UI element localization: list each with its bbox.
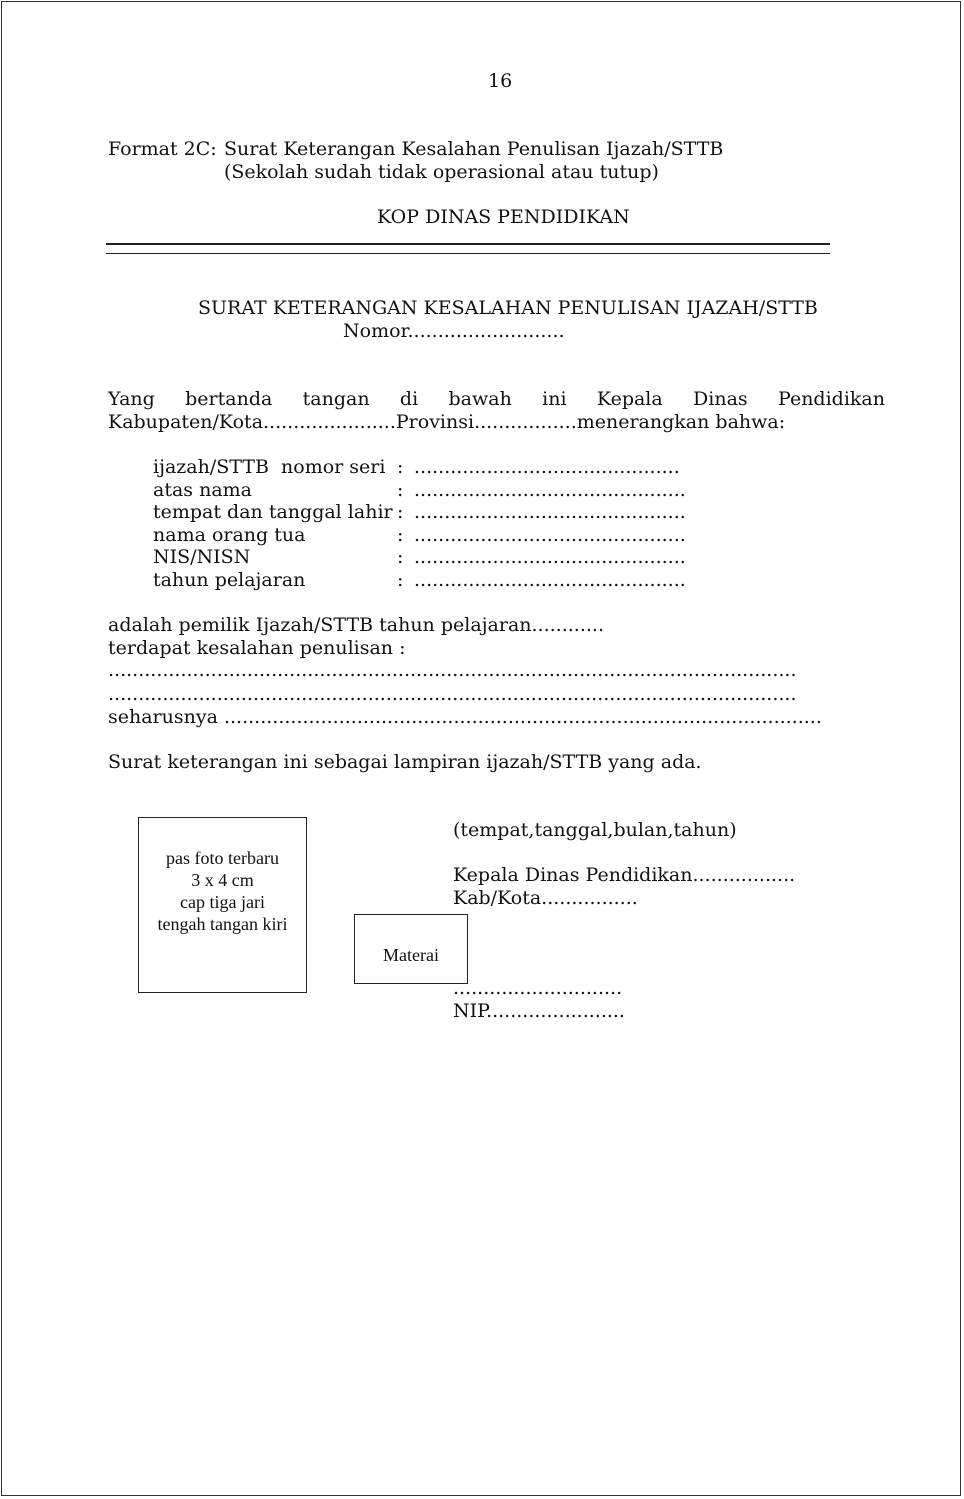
signature-name-dots: ............................ (453, 977, 623, 999)
signature-nip: NIP....................... (453, 1000, 625, 1022)
closing-statement: Surat keterangan ini sebagai lampiran ijazah/STTB yang ada. (108, 751, 702, 773)
letter-number: Nomor.......................... (343, 320, 565, 342)
field-value-tahun-pelajaran: ............................................. (414, 569, 686, 591)
field-colon-tempat-tanggal-lahir: : (397, 501, 404, 523)
kop-rule-top (106, 243, 830, 245)
field-value-nomor-seri: ............................................ (414, 456, 680, 478)
photo-box-line-3: cap tiga jari (180, 892, 265, 912)
format-label: Format 2C: (108, 138, 217, 160)
error-dots-line-1: .................................................................................................................. (108, 659, 797, 681)
signature-position: Kepala Dinas Pendidikan................. (453, 864, 796, 886)
signature-region: Kab/Kota................ (453, 887, 638, 909)
photo-box (138, 817, 307, 993)
error-label: terdapat kesalahan penulisan : (108, 637, 406, 659)
field-label-nis-nisn: NIS/NISN (153, 546, 251, 568)
field-label-tahun-pelajaran: tahun pelajaran (153, 569, 306, 591)
photo-box-line-2: 3 x 4 cm (191, 870, 254, 890)
owner-statement: adalah pemilik Ijazah/STTB tahun pelajaran............ (108, 614, 604, 636)
signature-place-date: (tempat,tanggal,bulan,tahun) (453, 819, 737, 841)
field-label-tempat-tanggal-lahir: tempat dan tanggal lahir (153, 501, 393, 523)
field-label-nomor-seri: ijazah/STTB nomor seri (153, 456, 386, 478)
intro-line-2: Kabupaten/Kota......................Provinsi.................menerangkan bahwa: (108, 411, 786, 433)
should-be-line: seharusnya ................................................................................................... (108, 706, 822, 728)
field-label-atas-nama: atas nama (153, 479, 252, 501)
field-value-atas-nama: ............................................. (414, 479, 686, 501)
letter-title: SURAT KETERANGAN KESALAHAN PENULISAN IJAZAH/STTB (198, 297, 818, 319)
field-value-nis-nisn: ............................................. (414, 546, 686, 568)
materai-box (354, 914, 468, 984)
field-colon-tahun-pelajaran: : (397, 569, 404, 591)
format-title: Surat Keterangan Kesalahan Penulisan Ijazah/STTB (224, 138, 724, 160)
page-number: 16 (488, 70, 513, 92)
format-subtitle: (Sekolah sudah tidak operasional atau tutup) (224, 161, 659, 183)
field-colon-nama-orang-tua: : (397, 524, 404, 546)
intro-line-1: Yang bertanda tangan di bawah ini Kepala Dinas Pendidikan (108, 388, 885, 410)
field-value-nama-orang-tua: ............................................. (414, 524, 686, 546)
field-colon-nis-nisn: : (397, 546, 404, 568)
kop-rule-bottom (106, 253, 830, 254)
field-label-nama-orang-tua: nama orang tua (153, 524, 306, 546)
photo-box-line-4: tengah tangan kiri (157, 914, 288, 934)
error-dots-line-2: .................................................................................................................. (108, 683, 797, 705)
kop-heading: KOP DINAS PENDIDIKAN (377, 206, 630, 228)
field-colon-nomor-seri: : (397, 456, 404, 478)
field-value-tempat-tanggal-lahir: ............................................. (414, 501, 686, 523)
materai-label: Materai (383, 945, 439, 965)
photo-box-line-1: pas foto terbaru (166, 848, 279, 868)
field-colon-atas-nama: : (397, 479, 404, 501)
